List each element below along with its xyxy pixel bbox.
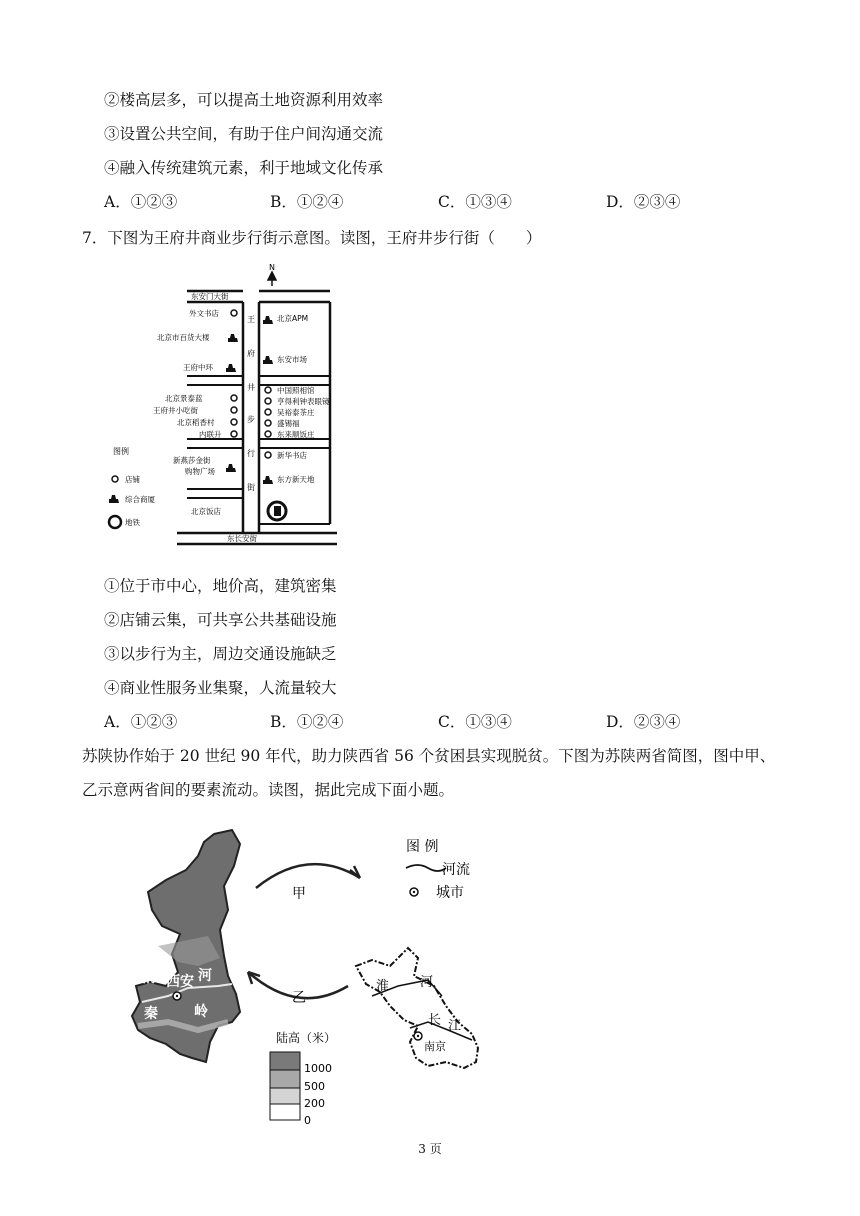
q7-item-3: ③以步行为主，周边交通设施缺乏 <box>104 645 337 663</box>
q6-option-a[interactable]: A．①②③ <box>104 193 178 211</box>
legend-shop: 店铺 <box>125 475 140 484</box>
label-wei: 渭 <box>142 970 156 986</box>
label-xinhua-bookstore: 新华书店 <box>277 451 307 460</box>
mall-icon <box>263 316 273 324</box>
shop-icon <box>231 310 237 316</box>
mall-icon <box>226 364 236 372</box>
legend-subway-icon <box>109 516 121 528</box>
elev-tick-1000: 1000 <box>304 1062 332 1075</box>
shop-icon <box>231 407 237 413</box>
q7-item-2: ②店铺云集，可共享公共基础设施 <box>104 611 337 629</box>
label-wangfu-central: 王府中环 <box>183 363 213 372</box>
shop-icon <box>265 452 271 458</box>
shop-icon <box>231 395 237 401</box>
label-snack-street: 王府井小吃街 <box>153 406 198 415</box>
shop-icon <box>265 398 271 404</box>
legend-shop-icon <box>112 476 118 482</box>
label-photo-studio: 中国照相馆 <box>277 386 315 395</box>
label-xian: 西安 <box>166 974 194 990</box>
top-street-label: 东安门大街 <box>191 292 229 301</box>
mall-icon <box>263 476 273 484</box>
q6-item-2: ②楼高层多，可以提高土地资源利用效率 <box>104 91 384 109</box>
q6-option-b[interactable]: B．①②④ <box>270 193 344 211</box>
elev-tick-200: 200 <box>304 1097 325 1110</box>
label-dongan-market: 东安市场 <box>277 355 307 364</box>
passage-line-2: 乙示意两省间的要素流动。读图，据此完成下面小题。 <box>82 781 455 799</box>
page-number: 3 页 <box>418 1142 442 1156</box>
q7-item-1: ①位于市中心，地价高，建筑密集 <box>104 577 337 595</box>
label-neiliansheng: 内联升 <box>199 430 222 439</box>
label-oriental-plaza: 东方新天地 <box>277 475 315 484</box>
elev-tick-0: 0 <box>304 1114 311 1127</box>
elev-swatch-200 <box>270 1088 300 1104</box>
elev-tick-500: 500 <box>304 1080 325 1093</box>
q7-option-d[interactable]: D．②③④ <box>606 713 681 731</box>
shop-icon <box>265 387 271 393</box>
street-char-4: 步 <box>247 415 255 424</box>
label-xinyansha-1: 新燕莎金街 <box>173 456 211 465</box>
q6-item-4: ④融入传统建筑元素，利于地域文化传承 <box>104 159 384 177</box>
street-char-3: 井 <box>247 383 255 392</box>
label-jia: 甲 <box>292 886 306 902</box>
north-label: N <box>269 263 275 272</box>
shaanxi-jiangsu-map <box>128 826 508 1131</box>
q7-stem: 7．下图为王府井商业步行街示意图。读图，王府井步行街（ ） <box>82 229 542 247</box>
shop-icon <box>231 431 237 437</box>
legend-city: 城市 <box>436 885 464 901</box>
street-char-6: 街 <box>247 483 255 492</box>
label-shengxifu: 盛锡福 <box>277 419 300 428</box>
label-daoxiangcun: 北京稻香村 <box>177 418 215 427</box>
legend-title: 图例 <box>113 447 129 456</box>
label-xinyansha-2: 购物广场 <box>185 467 215 476</box>
label-donglaishun: 东来顺饭庄 <box>277 430 315 439</box>
elev-swatch-500 <box>270 1070 300 1088</box>
jiangsu-province <box>356 948 478 1068</box>
elev-swatch-1000 <box>270 1052 300 1070</box>
shop-icon <box>231 419 237 425</box>
wangfujing-map <box>105 258 345 550</box>
q7-option-b[interactable]: B．①②④ <box>270 713 344 731</box>
legend-subway: 地铁 <box>125 518 140 527</box>
bottom-street-label: 东长安街 <box>227 534 257 543</box>
label-beijing-hotel: 北京饭店 <box>191 507 221 516</box>
flow-arrow-a <box>256 864 360 888</box>
label-department-store: 北京市百货大楼 <box>157 333 210 342</box>
label-cloisonne: 北京景泰蓝 <box>165 394 203 403</box>
street-char-1: 王 <box>247 315 255 324</box>
street-char-2: 府 <box>247 349 255 358</box>
q7-option-a[interactable]: A．①②③ <box>104 713 178 731</box>
legend-river-icon <box>406 865 446 871</box>
mall-icon <box>226 464 236 472</box>
shop-icon <box>265 409 271 415</box>
legend-mall-icon <box>109 495 119 503</box>
label-waiwen-bookstore: 外文书店 <box>189 309 219 318</box>
elev-swatch-0 <box>270 1104 300 1120</box>
legend-river: 河流 <box>442 862 470 878</box>
mall-icon <box>228 334 238 342</box>
street-char-5: 行 <box>247 449 255 458</box>
north-arrow-icon <box>268 272 276 286</box>
label-qin: 秦 <box>144 1006 158 1022</box>
shop-icon <box>265 431 271 437</box>
shop-icon <box>265 420 271 426</box>
label-nanjing: 南京 <box>424 1040 446 1053</box>
passage-line-1: 苏陕协作始于 20 世纪 90 年代，助力陕西省 56 个贫困县实现脱贫。下图为苏陕两省简图，图中甲、 <box>82 747 776 765</box>
label-huai: 淮 <box>376 979 390 994</box>
mall-icon <box>263 356 273 364</box>
q6-option-d[interactable]: D．②③④ <box>606 193 681 211</box>
legend-mall: 综合商厦 <box>125 495 155 504</box>
label-hengdeli: 亨得利钟表眼镜 <box>277 397 330 406</box>
label-yi: 乙 <box>292 990 306 1006</box>
label-apm: 北京APM <box>277 314 309 323</box>
q6-item-3: ③设置公共空间，有助于住户间沟通交流 <box>104 125 384 143</box>
label-jiang: 江 <box>448 1019 462 1034</box>
label-he-shaanxi: 河 <box>198 968 212 984</box>
map2-legend-title: 图 例 <box>406 839 439 855</box>
label-he-jiangsu: 河 <box>420 975 434 990</box>
elevation-title: 陆高（米） <box>276 1031 337 1045</box>
label-ling: 岭 <box>194 1004 208 1020</box>
q7-item-4: ④商业性服务业集聚，人流量较大 <box>104 679 337 697</box>
q6-option-c[interactable]: C．①③④ <box>438 193 512 211</box>
label-wuyutai: 吴裕泰茶庄 <box>277 408 315 417</box>
q7-option-c[interactable]: C．①③④ <box>438 713 512 731</box>
label-chang: 长 <box>428 1013 442 1028</box>
